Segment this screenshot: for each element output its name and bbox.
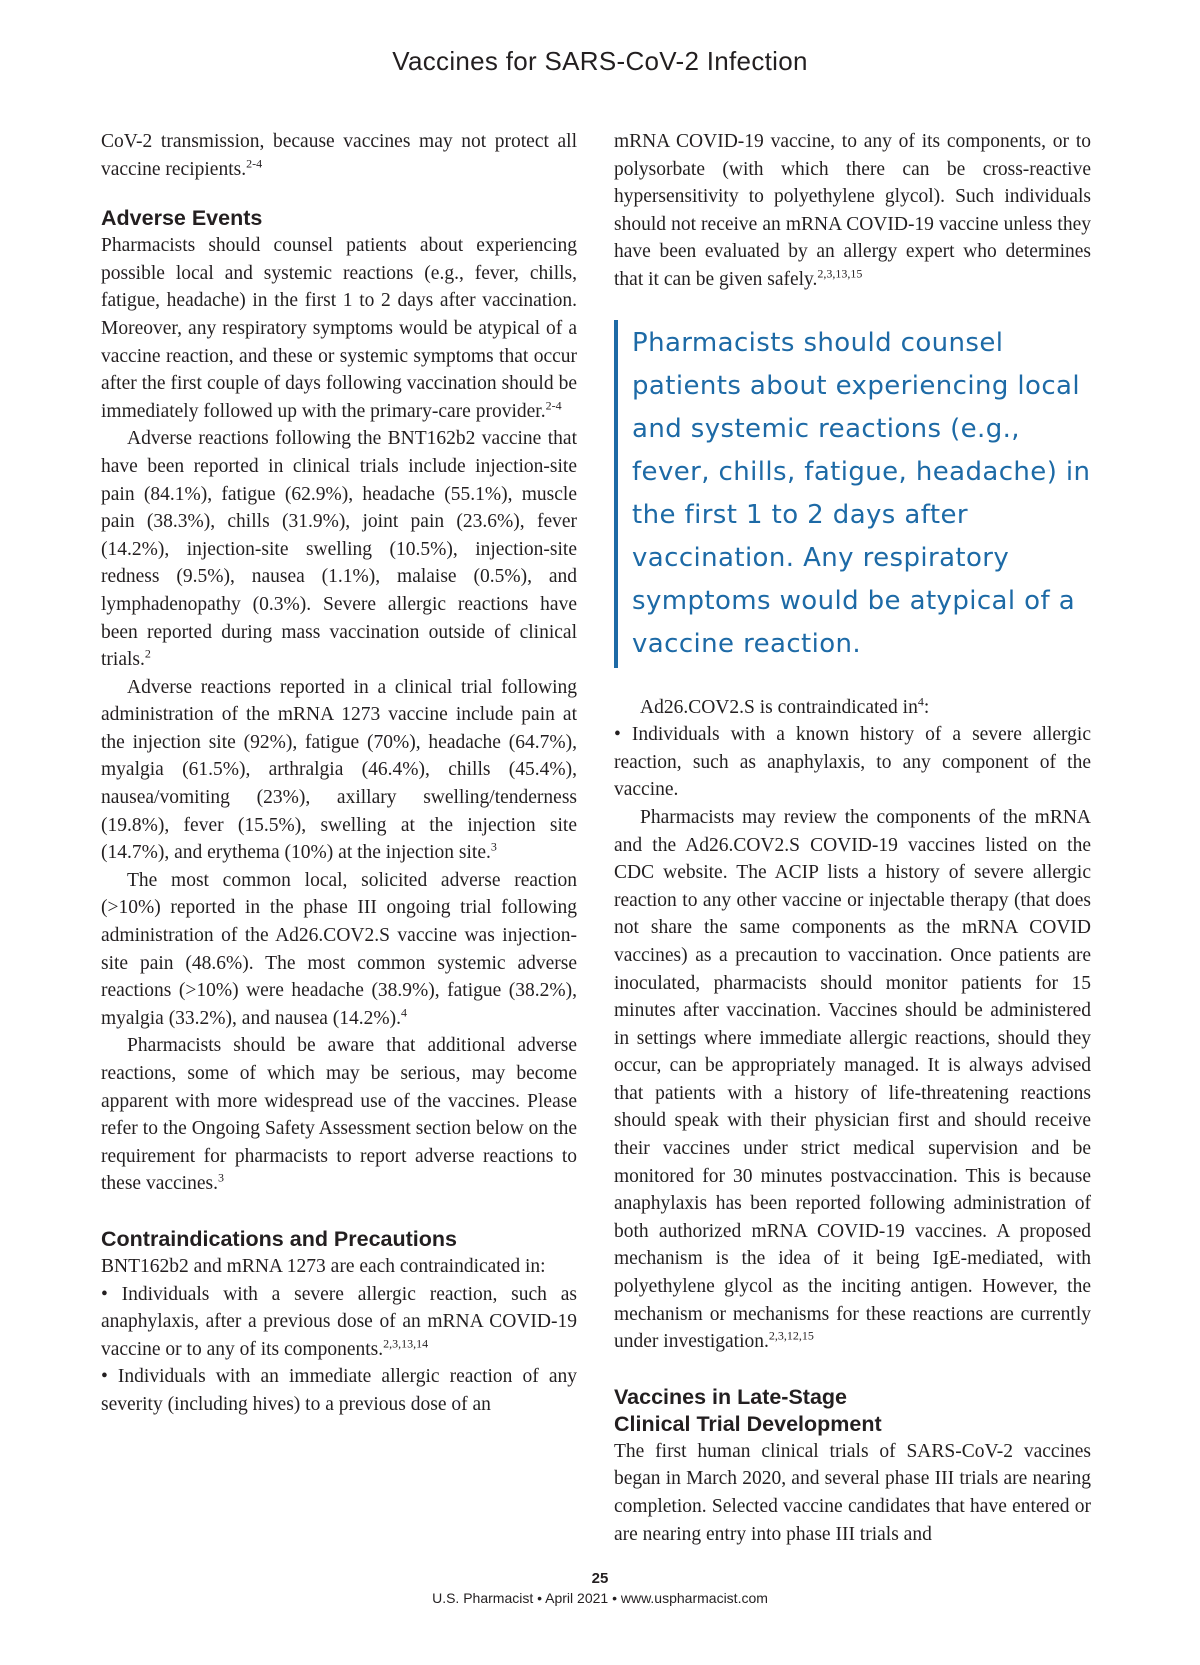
pull-quote: Pharmacists should counsel patients about experiencing local and systemic reactions (e.g., fever, chills, fatigue, headache) in the first 1 to 2 days after vaccination. Any respiratory symptoms would be atypical of a vaccine reaction. <box>614 320 1091 668</box>
reference-superscript: 2,3,13,15 <box>817 266 863 281</box>
paragraph-text: Pharmacists should be aware that additional adverse reactions, some of which may be serious, may become apparent with more widespread use of the vaccines. Please refer to the Ongoing Safety Assessment section below on the requirement for pharmacists to report adverse reactions to these vaccines. <box>101 1035 577 1195</box>
reference-superscript: 4 <box>917 694 924 709</box>
reference-superscript: 2 <box>144 646 151 661</box>
section-heading-late-stage <box>614 1384 1091 1438</box>
adverse-events-paragraph-4 <box>101 867 577 1033</box>
adverse-events-paragraph-3 <box>101 674 577 867</box>
heading-line-1: Vaccines in Late-Stage <box>614 1384 848 1409</box>
colon: : <box>923 696 930 718</box>
reference-superscript: 2,3,12,15 <box>768 1328 814 1343</box>
adverse-events-paragraph-1 <box>101 232 577 425</box>
section-heading-adverse-events: Adverse Events <box>101 206 263 231</box>
continued-paragraph <box>614 128 1091 294</box>
paragraph-text: CoV-2 transmission, because vaccines may not protect all vaccine recipients. <box>101 131 577 180</box>
reference-superscript: 2-4 <box>545 398 562 413</box>
paragraph-text: mRNA COVID-19 vaccine, to any of its components, or to polysorbate (with which there can be cross-reactive hypersensitivity to polyethylene glycol). Such individuals should not receive an mRNA COVID-19 vaccine unless they have been evaluated by an allergy expert who determines that it can be given safely. <box>614 131 1091 290</box>
bullet-item <box>101 1363 577 1418</box>
paragraph-text: Adverse reactions reported in a clinical trial following administration of the mRNA 1273 vaccine include pain at the injection site (92%), fatigue (70%), headache (64.7%), myalgia (61.5%), arthralgia (46.4%), chills (45.4%), nausea/vomiting (23%), axillary swelling/tenderness (19.8%), fever (15.5%), swelling at the injection site (14.7%), and erythema (10%) at the injection site. <box>101 676 577 864</box>
footer-publication: U.S. Pharmacist • April 2021 • www.uspharmacist.com <box>432 1590 768 1606</box>
section-heading-contraindications: Contraindications and Precautions <box>101 1226 457 1251</box>
bullet-item: • Individuals with a known history of a severe allergic reaction, such as anaphylaxis, to any component of the vaccine. <box>614 724 1091 801</box>
reference-superscript: 3 <box>217 1170 224 1185</box>
late-stage-paragraph: The first human clinical trials of SARS-CoV-2 vaccines began in March 2020, and several phase III trials are nearing completion. Selected vaccine candidates that have entered or are nearing entry into phase III trials and <box>614 1440 1091 1545</box>
page-number: 25 <box>591 1570 609 1587</box>
intro-paragraph <box>101 128 577 183</box>
right-column <box>614 128 1091 1548</box>
bullet-item <box>101 1281 577 1364</box>
running-header: Vaccines for SARS-CoV-2 Infection <box>392 46 808 76</box>
paragraph-text: Ad26.COV2.S is contraindicated in <box>640 696 918 718</box>
review-paragraph <box>614 804 1091 1356</box>
reference-superscript: 3 <box>490 839 497 854</box>
contraindications-intro: BNT162b2 and mRNA 1273 are each contraindicated in: <box>101 1255 546 1277</box>
paragraph-text: Pharmacists may review the components of the mRNA and the Ad26.COV2.S COVID-19 vaccines listed on the CDC website. The ACIP lists a history of severe allergic reaction to any other vaccine or injectable therapy (that does not share the same components as the mRNA COVID vaccines) as a precaution to vaccination. Once patients are inoculated, pharmacists should monitor patients for 15 minutes after vaccination. Vaccines should be administered in settings where immediate allergic reactions, should they occur, can be appropriately managed. It is always advised that patients with a history of life-threatening reactions should speak with their physician first and should receive their vaccines under strict medical supervision and be monitored for 30 minutes postvaccination. This is because anaphylaxis has been reported following administration of both authorized mRNA COVID-19 vaccines. A proposed mechanism is the idea of it being IgE-mediated, with polyethylene glycol as the inciting antigen. However, the mechanism or mechanisms for these reactions are currently under investigation. <box>614 806 1091 1353</box>
bullet-text: • Individuals with an immediate allergic reaction of any severity (including hives) to a previous dose of an <box>101 1366 577 1415</box>
paragraph-text: Pharmacists should counsel patients about experiencing possible local and systemic reactions (e.g., fever, chills, fatigue, headache) in the first 1 to 2 days after vaccination. Moreover, any respiratory symptoms would be atypical of a vaccine reaction, and these or systemic symptoms that occur after the first couple of days following vaccination should be immediately followed up with the primary-care provider. <box>101 235 577 422</box>
heading-line-2: Clinical Trial Development <box>614 1411 882 1436</box>
paragraph-text: The most common local, solicited adverse reaction (>10%) reported in the phase III ongoing trial following administration of the Ad26.COV2.S vaccine was injection-site pain (48.6%). The most common systemic adverse reactions (>10%) were headache (38.9%), fatigue (38.2%), myalgia (33.2%), and nausea (14.2%). <box>101 869 577 1029</box>
ad26-contraindication-intro <box>614 694 1091 722</box>
reference-superscript: 2,3,13,14 <box>383 1336 429 1351</box>
adverse-events-paragraph-2 <box>101 425 577 673</box>
left-column <box>101 128 577 1419</box>
bullet-text: • Individuals with a severe allergic reaction, such as anaphylaxis, after a previous dose of an mRNA COVID-19 vaccine or to any of its components. <box>101 1283 577 1360</box>
adverse-events-paragraph-5 <box>101 1032 577 1198</box>
paragraph-text: Adverse reactions following the BNT162b2 vaccine that have been reported in clinical trials include injection-site pain (84.1%), fatigue (62.9%), headache (55.1%), muscle pain (38.3%), chills (31.9%), joint pain (23.6%), fever (14.2%), injection-site swelling (10.5%), injection-site redness (9.5%), nausea (1.1%), malaise (0.5%), and lymphadenopathy (0.3%). Severe allergic reactions have been reported during mass vaccination outside of clinical trials. <box>101 428 577 671</box>
reference-superscript: 4 <box>400 1005 407 1020</box>
reference-superscript: 2-4 <box>246 156 263 171</box>
